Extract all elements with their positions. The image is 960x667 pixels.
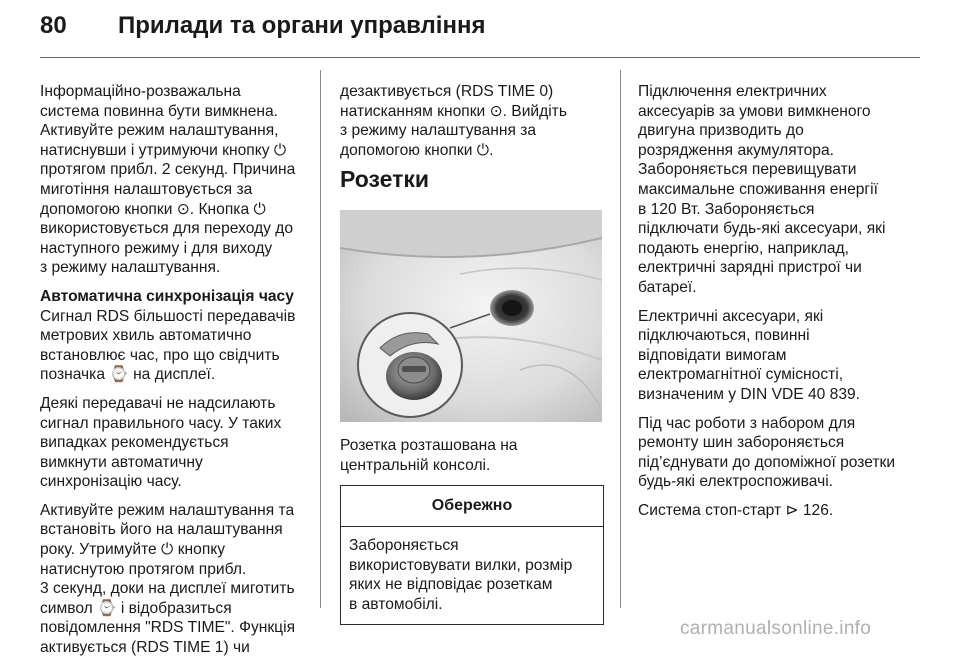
paragraph-rds-time: Активуйте режим налаштування та встановіть його на налаштування року. Утримуйте ⏻ кнопку натиснутою протягом прибл. 3 секунд, доки на дисплеї миготить символ ⌚ і відобразиться повідомлення "RDS TIME". Функція активується (RDS TIME 1) чи <box>40 501 296 657</box>
caution-box <box>340 485 604 624</box>
paragraph-battery: Підключення електричних аксесуарів за умови вимкненого двигуна призводить до розрядження акумулятора. Забороняється перевищувати максимальне споживання енергії в 120 Вт. Забороняється підключати будь-які аксесуари, які подають енергію, наприклад, електричні зарядні пристрої чи батареї. <box>638 83 886 296</box>
paragraph-rds-signal: Автоматична синхронізація часу Сигнал RDS більшості передавачів метрових хвиль автоматично встановлює час, про що свідчить позначка ⌚ на дисплеї. <box>40 287 308 385</box>
paragraph-rds-deactivate: дезактивується (RDS TIME 0) натисканням кнопки ⊙. Вийдіть з режиму налаштування за допомогою кнопки ⏻. <box>340 83 567 159</box>
page-number: 80 <box>40 12 67 39</box>
page-title: Прилади та органи управління <box>118 12 486 39</box>
socket-photo <box>340 210 602 422</box>
paragraph-transmitters: Деякі передавачі не надсилають сигнал правильного часу. У таких випадках рекомендується вимкнути автоматичну синхронізацію часу. <box>40 394 282 491</box>
cross-reference-stop-start[interactable]: Система стоп-старт ⊳ 126. <box>638 501 834 519</box>
header-divider <box>40 57 920 58</box>
watermark: carmanualsonline.info <box>680 618 872 639</box>
column-divider-1 <box>320 70 321 608</box>
caution-title: Обережно <box>341 486 603 527</box>
subheading-auto-time-sync: Автоматична синхронізація часу <box>40 287 294 305</box>
page-header <box>0 0 960 60</box>
paragraph-setup-mode: Інформаційно-розважальна система повинна бути вимкнена. Активуйте режим налаштування, натиснувши і утримуючи кнопку ⏻ протягом прибл. 2 секунд. Причина миготіння налаштовується за допомогою кнопки ⊙. Кнопка ⏻ використовується для переходу до наступного режиму і для виходу з режиму налаштування. <box>40 83 296 277</box>
column-1 <box>40 82 308 667</box>
paragraph-emc: Електричні аксесуари, які підключаються, повинні відповідати вимогам електромагнітної сумісності, визначеним у DIN VDE 40 839. <box>638 307 860 403</box>
column-divider-2 <box>620 70 621 608</box>
section-title-sockets: Розетки <box>340 166 430 193</box>
paragraph-tyre-repair: Під час роботи з набором для ремонту шин забороняється під’єднувати до допоміжної розетки будь-які електроспоживачі. <box>638 414 896 491</box>
column-2 <box>340 82 602 625</box>
caution-text: Забороняється використовувати вилки, розмір яких не відповідає розеткам в автомобілі. <box>349 537 573 613</box>
column-3 <box>638 82 920 529</box>
photo-caption: Розетка розташована на центральній консолі. <box>340 436 518 474</box>
